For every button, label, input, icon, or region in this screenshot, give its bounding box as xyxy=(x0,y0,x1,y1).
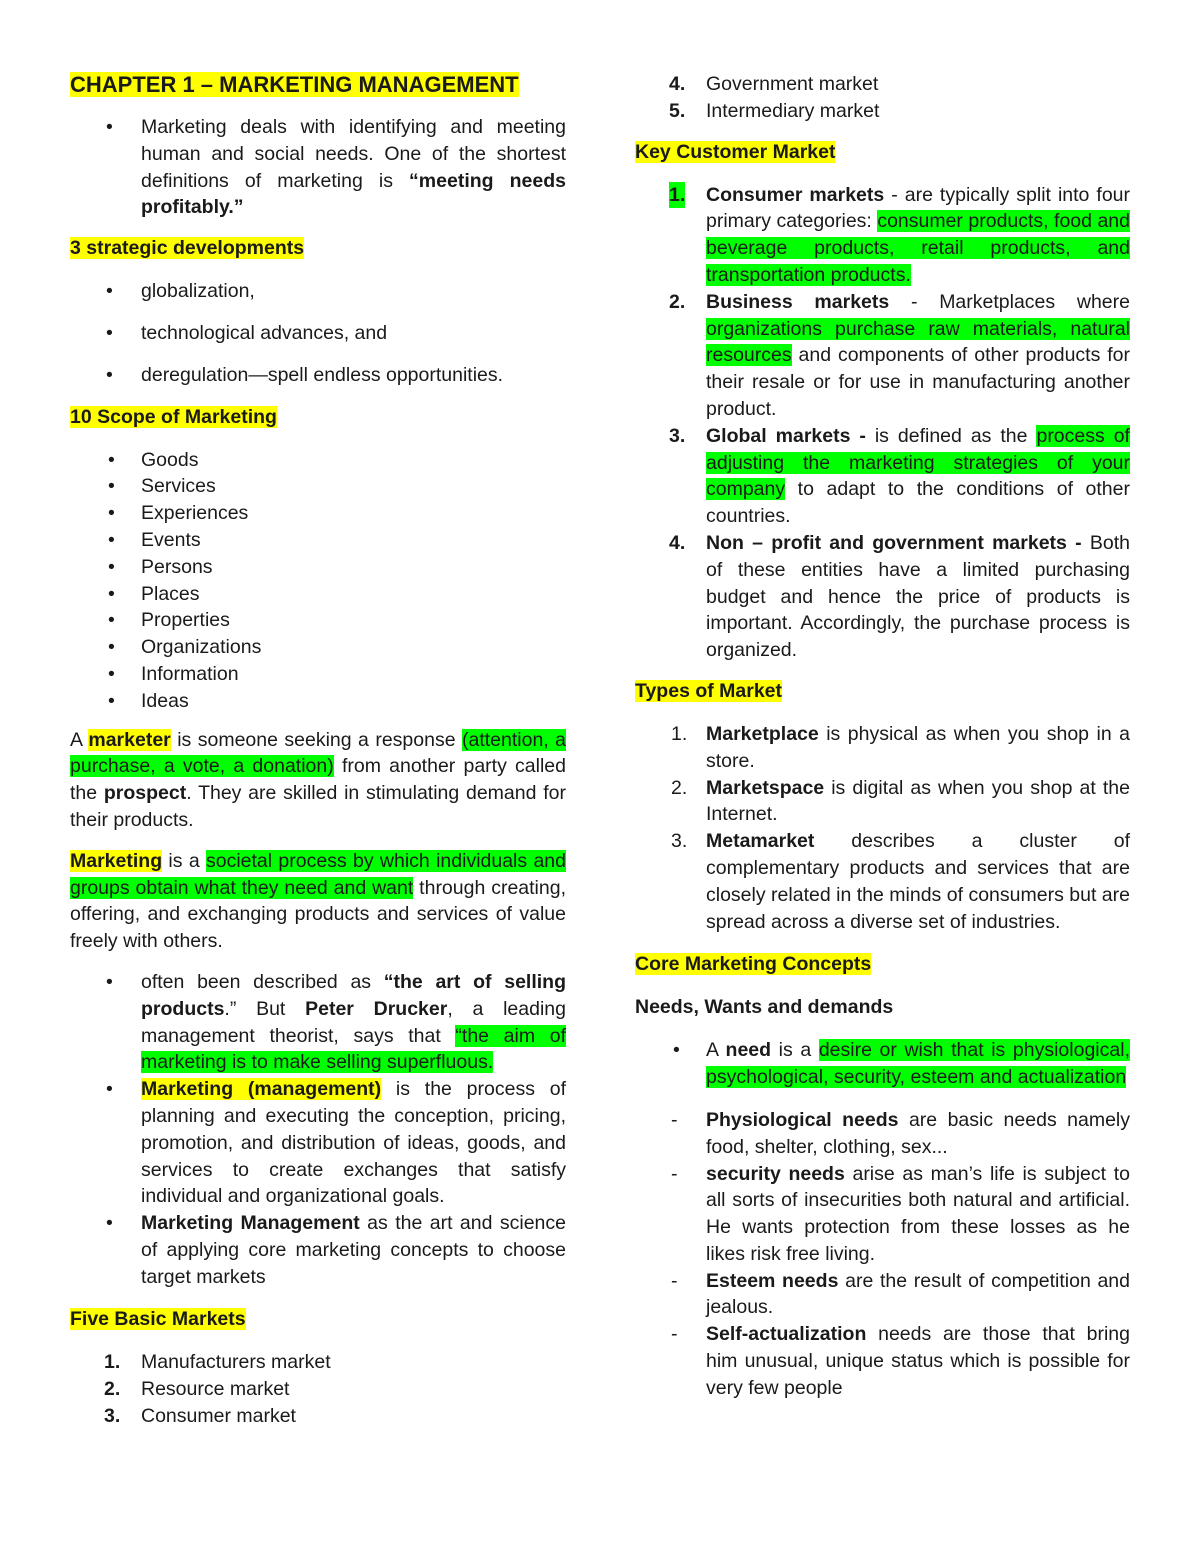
list-item-text xyxy=(706,1161,1130,1268)
list-item-text: Information xyxy=(141,662,239,685)
list-item-text xyxy=(706,423,1130,530)
marketer-paragraph xyxy=(70,727,566,834)
list-item xyxy=(70,661,566,688)
need-definition-item xyxy=(635,1037,1130,1091)
list-item xyxy=(70,607,566,634)
text-run: to adapt to the conditions of other countries. xyxy=(706,478,1130,528)
list-item-text: globalization, xyxy=(141,280,255,303)
text-run: .” But xyxy=(224,997,306,1020)
list-marker: - xyxy=(671,1108,678,1131)
list-marker: 2. xyxy=(104,1378,121,1401)
bold-text: Business markets xyxy=(706,290,890,313)
list-marker: • xyxy=(108,689,115,712)
text-run: is defined as the xyxy=(865,424,1037,447)
bold-text: Marketplace xyxy=(706,722,819,745)
list-marker: 1. xyxy=(671,722,688,745)
need-definition-list xyxy=(635,1037,1130,1091)
text-run: are the result of competition and jealous. xyxy=(706,1269,1130,1319)
list-item-text xyxy=(141,969,566,1076)
text-run: through creating, offering, and exchanging products and services of value freely with others. xyxy=(70,876,566,953)
bold-text: Marketing Management xyxy=(141,1212,360,1235)
list-item xyxy=(635,1161,1130,1268)
list-item-text: Services xyxy=(141,475,216,498)
marketing-paragraph xyxy=(70,848,566,955)
core-concepts-heading: Core Marketing Concepts xyxy=(635,953,872,976)
highlighted-text: (attention, a purchase, a vote, a donation) xyxy=(70,728,566,778)
text-run: describes a cluster of complementary products and services that are closely related in the minds of consumers but are spread across a diverse set of industries. xyxy=(706,830,1130,933)
text-run: . They are skilled in stimulating demand for their products. xyxy=(70,782,566,831)
list-marker: • xyxy=(108,609,115,632)
list-item-text: Experiences xyxy=(141,502,249,525)
list-marker: 1. xyxy=(669,182,685,209)
text-run: is the process of planning and executing the conception, pricing, promotion, and distribution of ideas, goods, and services to create exchanges that satisfy individual and organizational goals. xyxy=(141,1078,566,1208)
bold-text: Self-actualization xyxy=(706,1323,867,1346)
bold-text: Marketing (management) xyxy=(141,1078,382,1101)
five-markets-list-cont xyxy=(635,71,1130,125)
bold-text: security needs xyxy=(706,1162,845,1185)
bold-text: Consumer markets xyxy=(706,183,885,206)
list-item xyxy=(70,581,566,608)
list-item xyxy=(635,828,1130,935)
text-run: is someone seeking a response xyxy=(170,728,462,751)
text-run: Both of these entities have a limited purchasing budget and hence the price of products is important. Accordingly, the purchase process is organized. xyxy=(706,531,1130,662)
bullet-marker: • xyxy=(673,1039,680,1062)
list-item-text: technological advances, and xyxy=(141,321,388,344)
list-marker: 1. xyxy=(104,1351,121,1374)
bold-text: marketer xyxy=(88,728,171,751)
list-marker: 5. xyxy=(669,99,686,122)
text-run: arise as man’s life is subject to all sorts of insecurities both natural and artificial. He wants protection from these losses as he likes risk free living. xyxy=(706,1162,1130,1265)
list-marker: • xyxy=(108,662,115,685)
list-item xyxy=(70,1210,566,1290)
list-marker: • xyxy=(108,475,115,498)
key-customer-heading: Key Customer Market xyxy=(635,140,836,163)
list-item-text: Places xyxy=(141,582,200,605)
bold-text: Non – profit and government markets - xyxy=(706,531,1082,554)
list-item-text: Persons xyxy=(141,555,213,578)
list-marker: - xyxy=(671,1269,678,1292)
list-item-text xyxy=(141,1210,566,1290)
types-list xyxy=(635,721,1130,935)
list-marker: - xyxy=(671,1162,678,1185)
key-customer-list xyxy=(635,182,1130,664)
bold-text: Peter Drucker xyxy=(305,997,448,1020)
list-item-text: Resource market xyxy=(141,1378,290,1401)
text-run: is a xyxy=(162,849,206,872)
chapter-title: CHAPTER 1 – MARKETING MANAGEMENT xyxy=(70,72,519,97)
list-marker: • xyxy=(106,970,113,993)
bold-text: need xyxy=(725,1039,772,1062)
text-run: needs are those that bring him unusual, unique status which is possible for very few people xyxy=(706,1323,1130,1399)
list-marker: • xyxy=(108,502,115,525)
list-marker: • xyxy=(106,280,113,303)
list-item-text xyxy=(706,1268,1130,1322)
list-item xyxy=(70,969,566,1076)
five-markets-list xyxy=(70,1349,566,1429)
list-item-text: Goods xyxy=(141,448,199,471)
text-run: - Marketplaces where xyxy=(889,290,1130,313)
list-item xyxy=(635,721,1130,775)
list-item xyxy=(70,634,566,661)
bullet-marker: • xyxy=(106,116,113,138)
list-marker: • xyxy=(108,448,115,471)
list-item-text xyxy=(706,721,1130,775)
list-item xyxy=(70,320,566,347)
list-marker: 3. xyxy=(669,424,686,447)
text-run: is physical as when you shop in a store. xyxy=(706,722,1130,772)
list-item-text: Ideas xyxy=(141,689,189,712)
text-run: is digital as when you shop at the Internet. xyxy=(706,776,1130,826)
list-marker: • xyxy=(108,555,115,578)
list-item-text xyxy=(706,1107,1130,1161)
intro-list xyxy=(70,114,566,221)
list-item xyxy=(70,362,566,389)
text-run: - are typically split into four primary categories: xyxy=(706,183,1131,233)
list-item xyxy=(70,1349,566,1376)
list-marker: • xyxy=(108,582,115,605)
highlighted-text: process of adjusting the marketing strategies of your company xyxy=(706,424,1130,501)
scope-heading: 10 Scope of Marketing xyxy=(70,405,277,428)
need-definition-text xyxy=(706,1037,1130,1091)
types-heading: Types of Market xyxy=(635,679,783,702)
list-item-text xyxy=(706,289,1130,423)
list-item xyxy=(70,447,566,474)
strategic-list xyxy=(70,278,566,388)
list-item-text xyxy=(706,775,1130,829)
bold-text: “meeting needs profitably.” xyxy=(141,169,566,219)
list-item-text: Properties xyxy=(141,609,230,632)
list-item xyxy=(70,527,566,554)
list-item xyxy=(635,1321,1130,1401)
highlighted-text: consumer products, food and beverage products, retail products, and transportation products. xyxy=(706,210,1130,286)
list-item-text xyxy=(706,530,1130,664)
list-marker: • xyxy=(106,1078,113,1101)
list-item xyxy=(70,500,566,527)
bold-text: Marketspace xyxy=(706,776,825,799)
text-run: and components of other products for their resale or for use in manufacturing another product. xyxy=(706,344,1130,420)
five-markets-heading: Five Basic Markets xyxy=(70,1308,246,1331)
highlighted-text: organizations purchase raw materials, natural resources xyxy=(706,317,1130,367)
list-marker: 2. xyxy=(669,290,686,313)
list-item-text: Organizations xyxy=(141,636,262,659)
text-run: , a leading management theorist, says that xyxy=(141,997,566,1047)
list-item xyxy=(70,473,566,500)
scope-list xyxy=(70,447,566,715)
list-item xyxy=(70,1403,566,1430)
bold-text: Esteem needs xyxy=(706,1269,839,1292)
list-item-text xyxy=(141,1076,566,1210)
list-item xyxy=(635,423,1130,530)
text-run: as the art and science of applying core marketing concepts to choose target markets xyxy=(141,1212,566,1288)
list-item-text: Manufacturers market xyxy=(141,1351,331,1374)
list-marker: • xyxy=(108,528,115,551)
list-item xyxy=(635,1268,1130,1322)
text-run: is a xyxy=(771,1039,819,1062)
marketing-bullets xyxy=(70,969,566,1291)
list-item xyxy=(70,688,566,715)
needs-wants-heading: Needs, Wants and demands xyxy=(635,996,894,1019)
list-item-text: Intermediary market xyxy=(706,99,880,122)
highlighted-text: desire or wish that is physiological, psychological, security, esteem and actualization xyxy=(706,1039,1130,1089)
list-item-text xyxy=(706,1321,1130,1401)
list-item-text: Events xyxy=(141,528,201,551)
list-marker: - xyxy=(671,1323,678,1346)
list-item xyxy=(635,182,1130,289)
list-item-text: deregulation—spell endless opportunities. xyxy=(141,363,504,386)
list-item-text xyxy=(706,182,1130,289)
text-run: A xyxy=(706,1039,726,1062)
list-item xyxy=(635,98,1130,125)
text-run: often been described as xyxy=(141,970,384,993)
list-marker: • xyxy=(106,1212,113,1235)
bold-text: Physiological needs xyxy=(706,1108,899,1131)
list-item-text: Government market xyxy=(706,73,879,95)
right-column xyxy=(635,71,1130,1402)
highlighted-text: societal process by which individuals and groups obtain what they need and want xyxy=(70,849,566,899)
list-marker: 4. xyxy=(669,73,686,95)
list-item-text xyxy=(706,828,1130,935)
list-item xyxy=(70,1376,566,1403)
text-run: Marketing deals with identifying and meeting human and social needs. One of the shortest definitions of marketing is xyxy=(141,116,566,192)
bold-text: Marketing xyxy=(70,849,163,872)
bold-text: Metamarket xyxy=(706,830,815,853)
list-marker: 3. xyxy=(671,830,688,853)
list-item-text: Consumer market xyxy=(141,1405,296,1428)
highlighted-text: “the aim of marketing is to make selling superfluous. xyxy=(141,1024,566,1074)
list-marker: 3. xyxy=(104,1405,121,1428)
list-marker: • xyxy=(106,363,113,386)
list-item xyxy=(635,530,1130,664)
list-marker: • xyxy=(108,636,115,659)
text-run: A xyxy=(70,728,89,751)
list-marker: 2. xyxy=(671,776,688,799)
left-column xyxy=(70,70,566,1430)
list-item xyxy=(635,289,1130,423)
list-marker: 4. xyxy=(669,531,686,554)
list-item xyxy=(70,278,566,305)
intro-bullet-item xyxy=(70,114,566,221)
list-item xyxy=(70,1076,566,1210)
bold-text: “the art of selling products xyxy=(141,970,566,1020)
bold-text: Global markets - xyxy=(706,424,866,447)
intro-text xyxy=(141,114,566,221)
bold-text: prospect xyxy=(103,782,187,805)
list-item xyxy=(635,1107,1130,1161)
list-item xyxy=(70,554,566,581)
list-item xyxy=(635,775,1130,829)
strategic-heading: 3 strategic developments xyxy=(70,237,305,260)
list-item xyxy=(635,71,1130,98)
need-types-list xyxy=(635,1107,1130,1402)
text-run: from another party called the xyxy=(70,755,566,805)
list-marker: • xyxy=(106,321,113,344)
text-run: are basic needs namely food, shelter, clothing, sex... xyxy=(706,1108,1130,1158)
